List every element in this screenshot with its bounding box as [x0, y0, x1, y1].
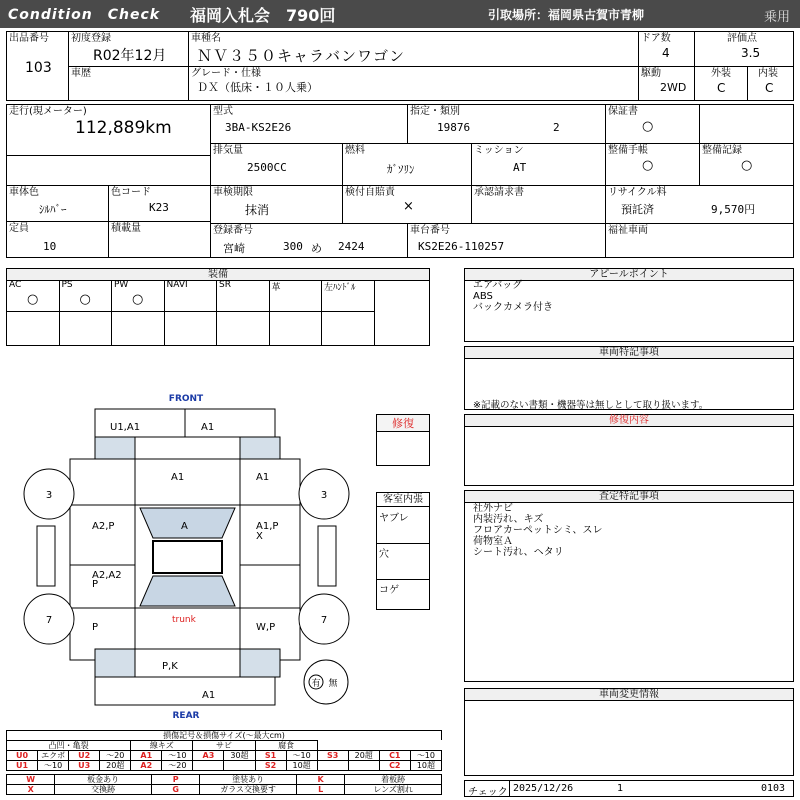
displacement: 2500CC	[247, 161, 287, 174]
legend-code: U2	[69, 751, 100, 761]
service-book: ○	[642, 158, 654, 173]
plate-label: 登録番号	[213, 225, 253, 236]
assessment-title: 査定特記事項	[465, 491, 793, 503]
legend-code	[317, 761, 348, 771]
recycle-fee: 9,570円	[711, 203, 756, 216]
front-label: FRONT	[168, 394, 204, 404]
assessment-line: シート汚れ、ヘタリ	[473, 547, 564, 558]
service-book-label: 整備手帳	[608, 145, 648, 156]
mark-right-quarter: W,P	[256, 622, 276, 633]
changes-panel	[464, 688, 794, 776]
welfare-label: 福祉車両	[608, 225, 648, 236]
color-label: 車体色	[9, 187, 39, 198]
insurance-label: 検付自賠責	[345, 187, 395, 198]
legend-header: サビ	[193, 741, 255, 751]
check-num: 1	[617, 783, 624, 794]
mileage-label: 走行(現メーター)	[9, 106, 87, 117]
appeal-line: ABS	[473, 291, 493, 302]
history-label: 車歴	[71, 68, 91, 79]
equipment-label: NAVI	[166, 280, 188, 290]
equipment-extra-cell	[165, 312, 218, 345]
transmission: AT	[513, 161, 527, 174]
appeal-line: バックカメラ付き	[473, 302, 553, 313]
legend-code: A2	[131, 761, 162, 771]
legend-code: L	[296, 785, 344, 795]
rear-label: REAR	[172, 711, 200, 721]
spare-yes: 有	[311, 679, 321, 689]
plate-number: 2424	[338, 240, 365, 253]
equipment-label: PS	[61, 280, 73, 290]
car-damage-diagram	[0, 380, 370, 725]
legend-code: S2	[255, 761, 286, 771]
legend-desc: レンズ割れ	[345, 785, 442, 795]
legend-desc: 板金あり	[55, 775, 152, 785]
mileage: 112,889km	[75, 118, 172, 138]
appeal-line: エアバッグ	[473, 280, 523, 291]
exterior-label: 外装	[711, 68, 731, 79]
cabin-row-burn: コゲ	[379, 585, 399, 596]
legend-code: W	[7, 775, 55, 785]
equipment-extra-cell	[322, 312, 375, 345]
displacement-label: 排気量	[213, 145, 243, 156]
tire-rl: 7	[45, 615, 53, 626]
mark-left-quarter: P	[92, 622, 99, 633]
repair-content-panel	[464, 414, 794, 486]
check-date: 2025/12/26	[513, 783, 574, 794]
cabin-row-hole: 穴	[379, 549, 389, 560]
designation: 19876	[437, 121, 471, 134]
legend-desc: 10超	[410, 761, 441, 771]
legend-header: 腐食	[255, 741, 317, 751]
legend-code: P	[151, 775, 199, 785]
mark-rear-center: P,K	[162, 661, 178, 672]
legend-header: 線キズ	[131, 741, 193, 751]
service-record: ○	[741, 158, 753, 173]
equipment-extra-cell	[7, 312, 60, 345]
equipment-extra-cell	[60, 312, 113, 345]
legend-code: U1	[7, 761, 38, 771]
mark-front-left: U1,A1	[110, 422, 141, 433]
legend-code: U3	[69, 761, 100, 771]
insurance: ×	[403, 199, 414, 214]
header-title-en: Condition Check	[8, 7, 161, 23]
transmission-label: ミッション	[474, 145, 524, 156]
equipment-item-1	[60, 280, 113, 312]
model: 3BA-KS2E26	[225, 121, 292, 134]
equipment-item-6	[322, 280, 375, 312]
legend-table	[6, 740, 442, 771]
recycle-status: 預託済	[621, 203, 654, 216]
service-record-label: 整備記録	[702, 145, 742, 156]
load-label: 積載量	[111, 223, 141, 234]
mark-roof: A	[181, 521, 188, 532]
legend-code: A1	[131, 751, 162, 761]
legend-code: X	[7, 785, 55, 795]
assessment-lines	[473, 503, 603, 558]
legend-desc: 交換跡	[55, 785, 152, 795]
tire-fl: 3	[45, 490, 53, 501]
appeal-title: アピールポイント	[465, 269, 793, 281]
legend-code: A3	[193, 751, 224, 761]
inspection-label: 車検期限	[213, 187, 253, 198]
mark-left-rear-door: A2,A2	[92, 570, 122, 581]
legend-desc: ～10	[410, 751, 441, 761]
appeal-lines	[473, 280, 553, 313]
legend-desc: ～10	[162, 751, 193, 761]
check-label: チェック	[468, 787, 508, 798]
assessment-line: 内装汚れ、キズ	[473, 514, 544, 525]
damage-legend	[6, 730, 442, 795]
legend-desc: 30超	[224, 751, 255, 761]
assessment-line: 荷物室Ａ	[473, 536, 513, 547]
vehicle-info-block	[6, 31, 794, 101]
legend-desc: 20超	[348, 751, 379, 761]
mark-front-right: A1	[201, 422, 215, 433]
legend-code	[193, 761, 224, 771]
legend-code: K	[296, 775, 344, 785]
specs-block	[6, 104, 794, 258]
check-code: 0103	[761, 783, 786, 794]
repair-title: 修復内容	[465, 415, 793, 427]
plate-class: 300	[283, 240, 303, 253]
equipment-item-2	[112, 280, 165, 312]
color: ｼﾙﾊﾞｰ	[39, 203, 67, 216]
score-label: 評価点	[727, 33, 757, 44]
equipment-item-4	[217, 280, 270, 312]
approval-label: 承認請求書	[474, 187, 524, 198]
lot-label: 出品番号	[9, 33, 49, 44]
doors-label: ドア数	[641, 33, 671, 44]
assessment-line: フロアカーペットシミ、スレ	[473, 525, 603, 536]
fuel: ｶﾞｿﾘﾝ	[387, 163, 415, 176]
chassis-label: 車台番号	[410, 225, 450, 236]
usage-type: 乗用	[764, 10, 791, 25]
recycle-label: リサイクル料	[608, 187, 667, 198]
warranty-label: 保証書	[608, 106, 638, 117]
equipment-label: AC	[9, 280, 22, 290]
changes-title: 車両変更情報	[465, 689, 793, 701]
score: 3.5	[741, 46, 761, 60]
lot-number: 103	[25, 60, 52, 76]
grade-label: グレード・仕様	[191, 68, 261, 79]
exterior: C	[717, 81, 726, 95]
equipment-extra-cell	[270, 312, 323, 345]
drive-label: 駆動	[641, 68, 661, 79]
equipment-item-3	[165, 280, 218, 312]
assessment-panel	[464, 490, 794, 682]
designation-label: 指定・類別	[410, 106, 460, 117]
fuel-label: 燃料	[345, 145, 365, 156]
name-label: 車種名	[191, 33, 221, 44]
model-label: 型式	[213, 106, 233, 117]
equipment-extra-cell	[217, 312, 270, 345]
cabin-title: 客室内張	[377, 493, 429, 507]
legend-desc: ～10	[38, 761, 69, 771]
equipment-label: SR	[219, 280, 231, 290]
equipment-value: ○	[132, 292, 144, 307]
equipment-label: 革	[271, 283, 281, 293]
inspection: 抹消	[245, 203, 270, 217]
legend-desc	[348, 761, 379, 771]
legend-title: 損傷記号＆損傷サイズ(～最大cm)	[6, 730, 442, 740]
equipment-label: 左ﾊﾝﾄﾞﾙ	[324, 283, 356, 293]
equipment-block	[6, 268, 430, 346]
cabin-row-tear: ヤブレ	[379, 513, 409, 524]
pickup-location: 引取場所：福岡県古賀市青柳	[488, 8, 645, 22]
capacity-label: 定員	[9, 223, 29, 234]
mark-rear-bumper: A1	[202, 690, 216, 701]
legend-desc: エクボ	[38, 751, 69, 761]
tire-fr: 3	[320, 490, 328, 501]
repair-box-title: 修復	[377, 415, 429, 432]
assessment-line: 社外ナビ	[473, 503, 513, 514]
legend-desc: 10超	[286, 761, 317, 771]
equipment-label: PW	[114, 280, 129, 290]
drive: 2WD	[660, 81, 687, 94]
legend-header: 凸凹・亀裂	[7, 741, 131, 751]
legend-desc: 20超	[100, 761, 131, 771]
special-note: ※記載のない書類・機器等は無しとして取り扱います。	[473, 400, 709, 411]
legend-table-2	[6, 774, 442, 795]
first-reg: R02年12月	[93, 48, 167, 64]
legend-desc: ～20	[100, 751, 131, 761]
chassis-number: KS2E26-110257	[418, 240, 505, 253]
special-title: 車両特記事項	[465, 347, 793, 359]
first-reg-label: 初度登録	[71, 33, 111, 44]
legend-code: G	[151, 785, 199, 795]
legend-code: U0	[7, 751, 38, 761]
legend-code: C1	[379, 751, 410, 761]
doors: 4	[662, 46, 670, 60]
interior-label: 内装	[758, 68, 778, 79]
equipment-value: ○	[27, 292, 39, 307]
legend-code: C2	[379, 761, 410, 771]
equipment-item-5	[270, 280, 323, 312]
plate-kana: め	[311, 242, 322, 255]
equipment-extra-cell	[112, 312, 165, 345]
grade: ＤＸ（低床・１０人乗）	[197, 81, 318, 94]
repair-box	[376, 414, 430, 466]
interior: C	[765, 81, 774, 95]
color-code: K23	[149, 201, 169, 214]
color-code-label: 色コード	[111, 187, 151, 198]
warranty: ○	[642, 119, 654, 134]
legend-desc: ガラス交換要す	[200, 785, 297, 795]
mark-right-front-door: A1,P	[256, 521, 279, 532]
legend-desc: ～10	[286, 751, 317, 761]
legend-desc	[224, 761, 255, 771]
trunk-label: trunk	[172, 615, 196, 625]
vehicle-name: ＮＶ３５０キャラバンワゴン	[197, 47, 406, 65]
special-notes-panel	[464, 346, 794, 410]
equipment-value: ○	[79, 292, 91, 307]
capacity: 10	[43, 240, 57, 253]
check-row	[464, 780, 794, 797]
mark-hood-left: A1	[171, 472, 185, 483]
legend-desc: 着板跡	[345, 775, 442, 785]
equipment-item-0	[7, 280, 60, 312]
legend-desc: 塗装あり	[200, 775, 297, 785]
mark-left-rear-door-p: P	[92, 579, 99, 590]
auction-name: 福岡入札会 790回	[190, 6, 336, 25]
equipment-title: 装備	[7, 269, 429, 281]
legend-code: S3	[317, 751, 348, 761]
legend-desc: ～20	[162, 761, 193, 771]
header-bar	[0, 0, 800, 28]
legend-code: S1	[255, 751, 286, 761]
mark-left-front-door: A2,P	[92, 521, 115, 532]
appeal-panel	[464, 268, 794, 342]
tire-rr: 7	[320, 615, 328, 626]
plate-area: 宮崎	[223, 242, 245, 255]
category: 2	[553, 121, 560, 134]
mark-hood-right: A1	[256, 472, 270, 483]
cabin-box	[376, 492, 430, 610]
spare-no: 無	[328, 679, 338, 689]
mark-right-front-door-x: X	[256, 531, 263, 542]
